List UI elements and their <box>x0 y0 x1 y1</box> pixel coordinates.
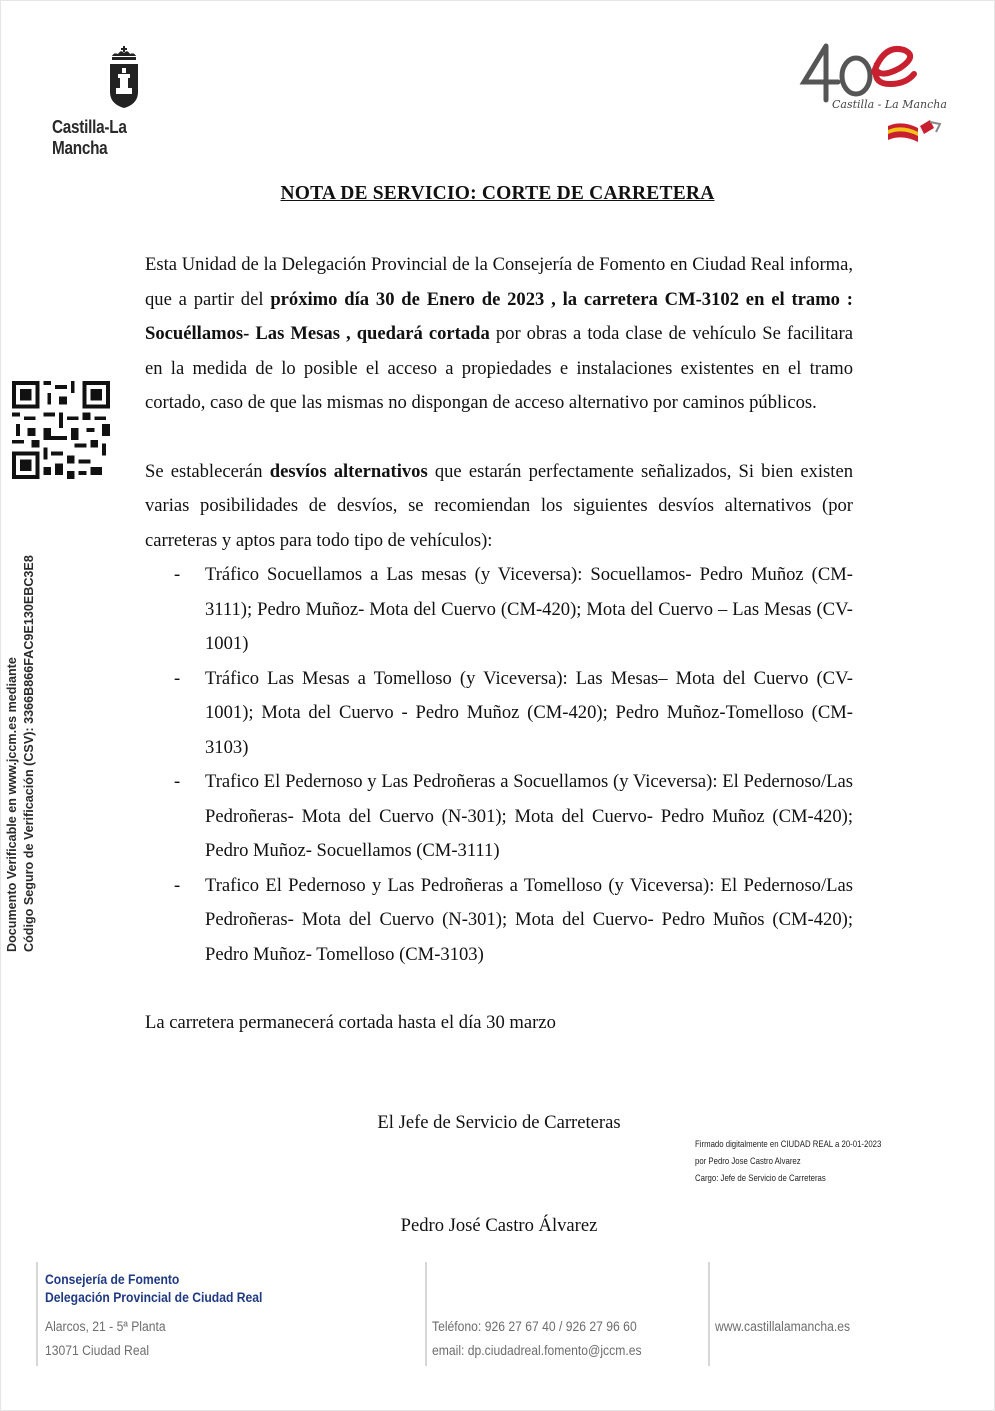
footer-address: Alarcos, 21 - 5ª Planta <box>45 1319 166 1334</box>
signature-role: El Jefe de Servicio de Carreteras <box>377 1112 621 1133</box>
footer-email: email: dp.ciudadreal.fomento@jccm.es <box>432 1343 642 1358</box>
list-bullet: - <box>174 771 181 792</box>
signature-name: Pedro José Castro Álvarez <box>400 1215 598 1236</box>
digital-signature-line: por Pedro Jose Castro Alvarez <box>695 1156 801 1167</box>
paragraph-notice-text-2: por obras a toda clase de vehículo Se facilitara en la medida de lo posible el acceso a propiedades e instalaciones existentes en el tramo cortado, caso de que las mismas no dispongan de acceso alternativo por caminos públicos. <box>145 323 853 413</box>
document-title: NOTA DE SERVICIO: CORTE DE CARRETERA <box>280 183 715 204</box>
footer-org-name: Consejería de Fomento <box>45 1272 180 1287</box>
paragraph-notice <box>145 248 853 421</box>
list-item-text: Trafico El Pedernoso y Las Pedroñeras a Tomelloso (y Viceversa): El Pedernoso/Las Pedroñeras- Mota del Cuervo (N-301); Mota del Cuervo- Pedro Muños (CM-420); Pedro Muñoz- Tomelloso (CM-3103) <box>205 874 853 965</box>
footer-divider <box>425 1262 427 1366</box>
digital-signature-line: Firmado digitalmente en CIUDAD REAL a 20-01-2023 <box>695 1139 882 1150</box>
detour-list <box>145 558 853 972</box>
closing-sentence: La carretera permanecerá cortada hasta el día 30 marzo <box>145 1012 556 1033</box>
list-item <box>145 869 853 973</box>
qr-code-icon <box>12 381 110 479</box>
csv-verification-text <box>4 555 38 952</box>
paragraph-detours-bold: desvíos alternativos <box>269 460 428 482</box>
footer-website: www.castillalamancha.es <box>715 1319 851 1334</box>
paragraph-notice-text-1: Esta Unidad de la Delegación Provincial de la Consejería de Fomento en Ciudad Real informa, que a partir del <box>145 254 853 310</box>
document-body <box>145 248 853 1041</box>
digital-signature-stamp <box>695 1136 881 1187</box>
paragraph-notice-bold: próximo día 30 de Enero de 2023 , la carretera CM-3102 en el tramo : Socuéllamos- Las Mesas , quedará cortada <box>145 288 853 344</box>
footer-postal-code: 13071 Ciudad Real <box>45 1343 150 1358</box>
footer-org-department: Delegación Provincial de Ciudad Real <box>45 1290 263 1305</box>
logo-script-text: Castilla - La Mancha <box>832 98 947 111</box>
page-footer <box>0 1262 995 1372</box>
footer-phone: Teléfono: 926 27 67 40 / 926 27 96 60 <box>432 1319 637 1334</box>
list-item-text: Tráfico Las Mesas a Tomelloso (y Viceversa): Las Mesas– Mota del Cuervo (CV-1001); Mota del Cuervo - Pedro Muñoz (CM-420); Pedro Muñoz-Tomelloso (CM-3103) <box>205 667 853 758</box>
40-anniversary-logo <box>798 38 958 148</box>
list-bullet: - <box>174 874 181 896</box>
digital-signature-line: Cargo: Jefe de Servicio de Carreteras <box>695 1173 826 1184</box>
footer-divider <box>36 1262 38 1366</box>
castilla-la-mancha-logo <box>52 44 202 158</box>
coat-of-arms-icon <box>104 44 144 114</box>
footer-divider <box>708 1262 710 1366</box>
list-item <box>145 765 853 869</box>
list-bullet: - <box>174 667 181 689</box>
csv-line: Documento Verificable en www.jccm.es mediante <box>5 657 19 952</box>
list-item <box>145 558 853 662</box>
list-bullet: - <box>174 564 181 585</box>
paragraph-detours-text-2: que estarán perfectamente señalizados, Si bien existen varias posibilidades de desvíos, se recomiendan los siguientes desvíos alternativos (por carreteras y aptos para todo tipo de vehículos): <box>145 460 853 551</box>
list-item-text: Trafico El Pedernoso y Las Pedroñeras a Socuellamos (y Viceversa): El Pedernoso/Las Pedroñeras- Mota del Cuervo (N-301); Mota del Cuervo- Pedro Muñoz (CM-420); Pedro Muñoz- Socuellamos (CM-3111) <box>205 771 853 861</box>
list-item-text: Tráfico Socuellamos a Las mesas (y Viceversa): Socuellamos- Pedro Muñoz (CM-3111); Pedro Muñoz- Mota del Cuervo (CM-420); Mota del Cuervo – Las Mesas (CV-1001) <box>205 564 853 654</box>
list-item <box>145 662 853 766</box>
paragraph-detours <box>145 455 853 559</box>
flag-icon <box>886 116 944 142</box>
csv-line: Código Seguro de Verificación (CSV): 3366B866FAC9E130EBC3E8 <box>22 555 36 952</box>
logo-text: Castilla-La Mancha <box>52 117 127 158</box>
paragraph-detours-text-1: Se establecerán <box>145 460 270 482</box>
